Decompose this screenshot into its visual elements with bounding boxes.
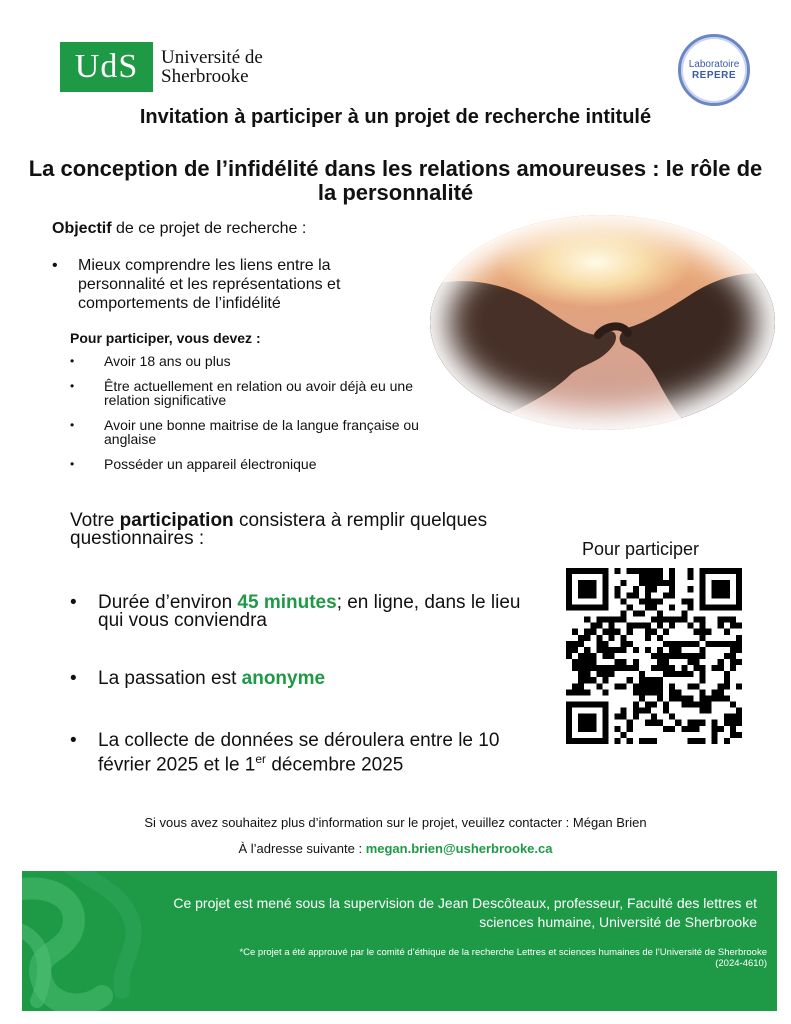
contact-email-link[interactable]: megan.brien@usherbrooke.ca — [365, 841, 553, 856]
collection-suffix: décembre 2025 — [266, 754, 404, 776]
requirement-item: • Avoir une bonne maitrise de la langue française ou anglaise — [70, 418, 420, 446]
collection-item — [70, 732, 540, 774]
qr-title: Pour participer — [582, 539, 700, 559]
project-title: La conception de l’infidélité dans les relations amoureuses : le rôle de la personnalité — [28, 156, 763, 205]
duration-list — [70, 594, 540, 630]
requirements-list — [70, 354, 420, 482]
contact-text: Si vous avez souhaitez plus d’information sur le projet, veuillez contacter : Mégan Brien — [144, 815, 647, 830]
requirement-item: • Avoir 18 ans ou plus — [70, 354, 420, 368]
uds-logo-mark: UdS — [60, 42, 153, 92]
footer-swirl-icon — [22, 871, 162, 1011]
duration-prefix: Durée d’environ — [98, 592, 238, 613]
address-prefix: À l’adresse suivante : — [238, 841, 366, 856]
qr-code-icon[interactable] — [566, 568, 742, 744]
lab-logo-line1: Laboratoire — [688, 59, 740, 70]
anonymous-item — [70, 670, 540, 688]
objective-label: Objectif — [52, 220, 112, 237]
invitation-title: Invitation à participer à un projet de recherche intitulé — [139, 106, 652, 128]
uds-logo — [60, 42, 263, 92]
lab-logo-line2: REPERE — [691, 70, 737, 81]
university-name-line1: Université de — [161, 47, 263, 68]
footer-ethics-text: *Ce projet a été approuvé par le comité d’éthique de la recherche Lettres et sciences humaines de l’Université de Sherbrooke — [239, 947, 767, 958]
objective-list — [52, 256, 412, 313]
anonymous-list — [70, 670, 540, 688]
footer-banner — [22, 871, 777, 1011]
participation-suffix: consistera à remplir quelques questionnaires : — [70, 510, 488, 549]
requirements-title: Pour participer, vous devez : — [70, 330, 261, 346]
participation-highlight: participation — [119, 510, 234, 531]
duration-suffix: ; en ligne, dans le lieu qui vous conviendra — [98, 592, 521, 631]
participation-prefix: Votre — [70, 510, 120, 531]
anonymous-prefix: La passation est — [98, 668, 242, 689]
duration-highlight: 45 minutes — [237, 592, 337, 613]
photo-vignette — [430, 215, 775, 430]
university-name-line2: Sherbrooke — [161, 66, 249, 87]
footer-supervision: Ce projet est mené sous la supervision de Jean Descôteaux, professeur, Faculté des lettres et sciences humaine, Université de Sherbrooke — [173, 895, 757, 930]
participation-text — [70, 512, 510, 548]
university-name — [161, 48, 263, 86]
requirement-item: • Être actuellement en relation ou avoir déjà eu une relation significative — [70, 379, 420, 407]
requirement-item: • Posséder un appareil électronique — [70, 457, 420, 471]
objective-item: • Mieux comprendre les liens entre la personnalité et les représentations et comportements de l’infidélité — [52, 256, 412, 313]
collection-prefix: La collecte de données se déroulera entre le 10 février 2025 et le 1 — [98, 730, 500, 776]
anonymous-highlight: anonyme — [241, 668, 326, 689]
collection-sup: er — [255, 752, 267, 766]
duration-item — [70, 594, 540, 630]
objective-heading — [52, 220, 306, 238]
lab-repere-logo — [678, 34, 750, 106]
objective-label-rest: de ce projet de recherche : — [111, 220, 307, 237]
collection-list — [70, 732, 540, 774]
footer-ethics-ref: (2024-4610) — [715, 958, 767, 969]
hands-sunset-photo — [430, 215, 775, 430]
contact-address — [0, 841, 791, 856]
footer-ethics — [147, 947, 767, 969]
